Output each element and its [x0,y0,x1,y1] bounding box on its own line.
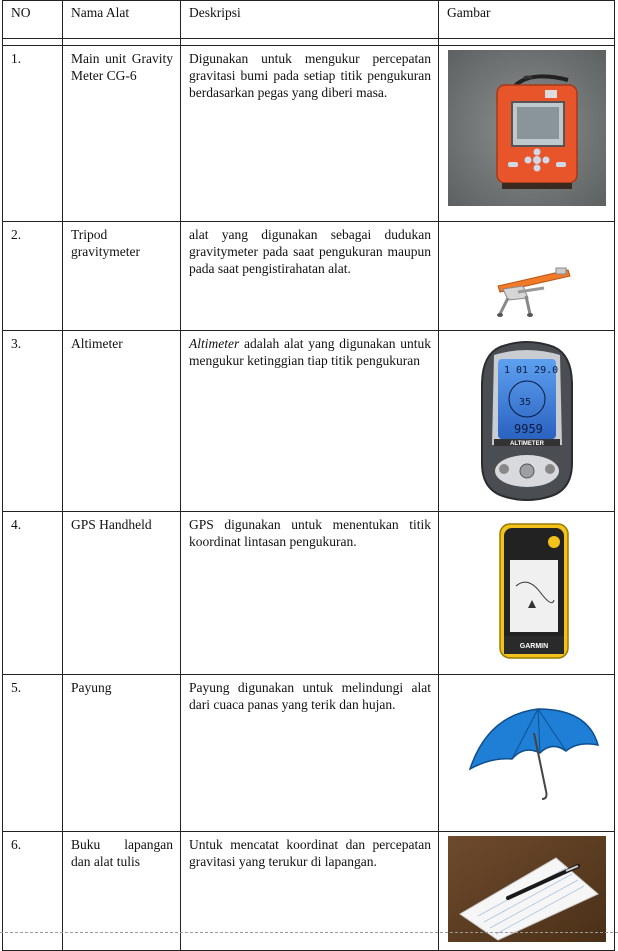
altimeter-icon [448,335,606,503]
table-row [3,222,615,331]
row-number: 2. [3,222,63,331]
table-row [3,46,615,222]
row-number: 1. [3,46,63,222]
gps-icon [448,516,606,666]
row-description [181,331,439,512]
row-image [439,331,615,512]
row-description-text: adalah alat yang digunakan untuk mengukur ketinggian tiap titik pengukuran [189,336,431,368]
row-description: alat yang digunakan sebagai dudukan gravitymeter pada saat pengukuran maupun pada saat pengistirahatan alat. [181,222,439,331]
row-description: Payung digunakan untuk melindungi alat dari cuaca panas yang terik dan hujan. [181,675,439,832]
row-number: 3. [3,331,63,512]
row-description: GPS digunakan untuk menentukan titik koordinat lintasan pengukuran. [181,512,439,675]
header-deskripsi: Deskripsi [181,1,439,39]
table-header-row [3,1,615,39]
altimeter-bottom-readout: 9959 [513,422,543,436]
notebook-pen-icon [448,836,606,942]
table-row [3,512,615,675]
row-number: 4. [3,512,63,675]
row-description: Untuk mencatat koordinat dan percepatan gravitasi yang terukur di lapangan. [181,832,439,951]
page-bottom-divider [0,932,618,933]
row-name: GPS Handheld [63,512,181,675]
row-number: 6. [3,832,63,951]
table-row [3,331,615,512]
row-description-emphasis: Altimeter [189,336,240,351]
gps-brand: GARMIN [519,643,548,650]
row-image [439,512,615,675]
header-gambar: Gambar [439,1,615,39]
row-description: Digunakan untuk mengukur percepatan gravitasi bumi pada setiap titik pengukuran berdasarkan pegas yang diberi masa. [181,46,439,222]
table-row [3,675,615,832]
altimeter-top-readout: 1 01 29.0 [503,365,558,376]
equipment-table [2,0,615,951]
gravity-meter-icon [448,50,606,206]
altimeter-mid-readout: 35 [518,397,531,408]
altimeter-brand: ALTIMETER [509,441,544,447]
header-no: NO [3,1,63,39]
row-name: Main unit Gravity Meter CG-6 [63,46,181,222]
row-image [439,46,615,222]
row-name: Buku lapangan dan alat tulis [63,832,181,951]
row-name: Altimeter [63,331,181,512]
row-image [439,675,615,832]
row-name: Tripod gravitymeter [63,222,181,331]
row-image [439,222,615,331]
tripod-icon [448,226,606,322]
row-name: Payung [63,675,181,832]
table-spacer-row [3,39,615,46]
umbrella-icon [448,679,606,823]
header-nama-alat: Nama Alat [63,1,181,39]
row-number: 5. [3,675,63,832]
